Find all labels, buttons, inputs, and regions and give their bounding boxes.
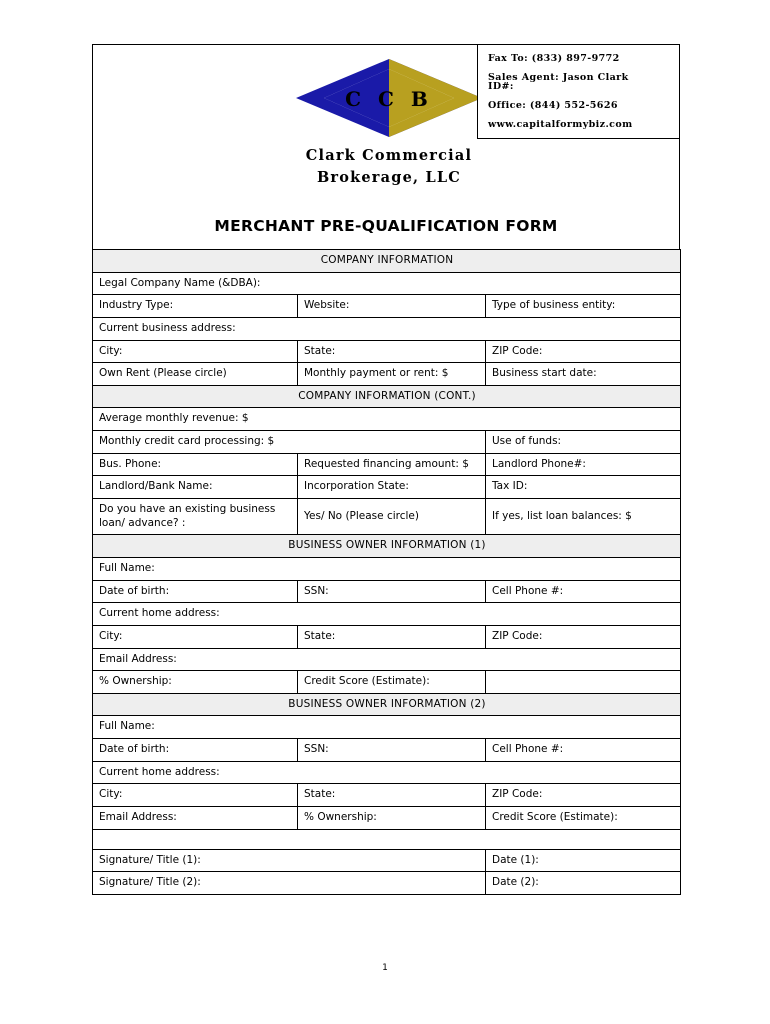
field-monthly-credit-card-processing[interactable]: Monthly credit card processing: $ <box>93 431 486 454</box>
field-use-of-funds[interactable]: Use of funds: <box>486 431 681 454</box>
table-row <box>93 807 681 830</box>
section-header-business-owner-1: BUSINESS OWNER INFORMATION (1) <box>93 535 681 558</box>
field-owner1-percent-ownership[interactable]: % Ownership: <box>93 671 298 694</box>
field-owner1-zip[interactable]: ZIP Code: <box>486 625 681 648</box>
field-owner1-email[interactable]: Email Address: <box>93 648 681 671</box>
company-logo <box>289 57 489 189</box>
field-owner2-full-name[interactable]: Full Name: <box>93 716 681 739</box>
table-row <box>93 453 681 476</box>
table-row <box>93 295 681 318</box>
field-owner2-home-address[interactable]: Current home address: <box>93 761 681 784</box>
table-row <box>93 408 681 431</box>
svg-text:C C B: C C B <box>345 87 433 111</box>
contact-info-box <box>477 45 679 139</box>
table-row <box>93 784 681 807</box>
form-container <box>92 44 680 895</box>
field-date-2[interactable]: Date (2): <box>486 872 681 895</box>
section-row-company-information <box>93 250 681 273</box>
table-row <box>93 363 681 386</box>
prequalification-form-table <box>92 249 681 895</box>
field-owner1-ssn[interactable]: SSN: <box>298 580 486 603</box>
section-header-business-owner-2: BUSINESS OWNER INFORMATION (2) <box>93 693 681 716</box>
field-monthly-payment-or-rent[interactable]: Monthly payment or rent: $ <box>298 363 486 386</box>
spacer-row <box>93 829 681 849</box>
logo-company-name-line1: Clark Commercial <box>305 147 473 164</box>
table-row <box>93 272 681 295</box>
field-business-entity-type[interactable]: Type of business entity: <box>486 295 681 318</box>
table-row <box>93 761 681 784</box>
section-row-business-owner-1 <box>93 535 681 558</box>
field-owner2-credit-score[interactable]: Credit Score (Estimate): <box>486 807 681 830</box>
field-owner1-home-address[interactable]: Current home address: <box>93 603 681 626</box>
field-bus-phone[interactable]: Bus. Phone: <box>93 453 298 476</box>
table-row <box>93 739 681 762</box>
field-existing-loan-question[interactable]: Do you have an existing business loan/ advance? : <box>93 499 298 535</box>
field-owner1-credit-score[interactable]: Credit Score (Estimate): <box>298 671 486 694</box>
field-requested-financing-amount[interactable]: Requested financing amount: $ <box>298 453 486 476</box>
field-owner2-cell-phone[interactable]: Cell Phone #: <box>486 739 681 762</box>
logo-diamond-graphic <box>296 57 482 139</box>
field-own-or-rent[interactable]: Own Rent (Please circle) <box>93 363 298 386</box>
field-landlord-bank-name[interactable]: Landlord/Bank Name: <box>93 476 298 499</box>
field-website[interactable]: Website: <box>298 295 486 318</box>
field-zip-business[interactable]: ZIP Code: <box>486 340 681 363</box>
field-owner2-state[interactable]: State: <box>298 784 486 807</box>
field-incorporation-state[interactable]: Incorporation State: <box>298 476 486 499</box>
field-landlord-phone[interactable]: Landlord Phone#: <box>486 453 681 476</box>
field-owner1-blank[interactable] <box>486 671 681 694</box>
field-loan-balances[interactable]: If yes, list loan balances: $ <box>486 499 681 535</box>
table-row <box>93 476 681 499</box>
table-row <box>93 648 681 671</box>
field-business-start-date[interactable]: Business start date: <box>486 363 681 386</box>
field-owner2-email[interactable]: Email Address: <box>93 807 298 830</box>
table-row <box>93 317 681 340</box>
website-url: www.capitalformybiz.com <box>488 118 633 130</box>
field-owner2-zip[interactable]: ZIP Code: <box>486 784 681 807</box>
field-industry-type[interactable]: Industry Type: <box>93 295 298 318</box>
agent-id: ID#: <box>488 80 514 92</box>
form-header <box>92 44 680 249</box>
field-state-business[interactable]: State: <box>298 340 486 363</box>
section-row-business-owner-2 <box>93 693 681 716</box>
field-owner2-city[interactable]: City: <box>93 784 298 807</box>
sales-agent: Sales Agent: Jason Clark <box>488 71 629 83</box>
field-owner1-full-name[interactable]: Full Name: <box>93 557 681 580</box>
field-tax-id[interactable]: Tax ID: <box>486 476 681 499</box>
signature-row-2 <box>93 872 681 895</box>
table-row <box>93 603 681 626</box>
field-owner2-date-of-birth[interactable]: Date of birth: <box>93 739 298 762</box>
field-owner2-ssn[interactable]: SSN: <box>298 739 486 762</box>
field-owner1-state[interactable]: State: <box>298 625 486 648</box>
field-legal-company-name[interactable]: Legal Company Name (&DBA): <box>93 272 681 295</box>
section-header-company-information: COMPANY INFORMATION <box>93 250 681 273</box>
page-number: 1 <box>382 963 388 973</box>
field-average-monthly-revenue[interactable]: Average monthly revenue: $ <box>93 408 681 431</box>
field-owner2-percent-ownership[interactable]: % Ownership: <box>298 807 486 830</box>
field-signature-title-2[interactable]: Signature/ Title (2): <box>93 872 486 895</box>
office-number: Office: (844) 552-5626 <box>488 99 618 111</box>
fax-number: Fax To: (833) 897-9772 <box>488 53 620 64</box>
table-row <box>93 431 681 454</box>
logo-company-name-line2: Brokerage, LLC <box>316 168 462 186</box>
field-date-1[interactable]: Date (1): <box>486 849 681 872</box>
field-signature-title-1[interactable]: Signature/ Title (1): <box>93 849 486 872</box>
field-existing-loan-answer[interactable]: Yes/ No (Please circle) <box>298 499 486 535</box>
field-owner1-date-of-birth[interactable]: Date of birth: <box>93 580 298 603</box>
table-row <box>93 716 681 739</box>
field-current-business-address[interactable]: Current business address: <box>93 317 681 340</box>
section-header-company-information-cont: COMPANY INFORMATION (CONT.) <box>93 385 681 408</box>
field-owner1-city[interactable]: City: <box>93 625 298 648</box>
table-row <box>93 625 681 648</box>
signature-row-1 <box>93 849 681 872</box>
table-row <box>93 340 681 363</box>
section-row-company-information-cont <box>93 385 681 408</box>
field-owner1-cell-phone[interactable]: Cell Phone #: <box>486 580 681 603</box>
field-city-business[interactable]: City: <box>93 340 298 363</box>
table-row <box>93 557 681 580</box>
table-row <box>93 580 681 603</box>
table-row <box>93 499 681 535</box>
page-title: MERCHANT PRE-QUALIFICATION FORM <box>214 217 558 235</box>
table-row <box>93 671 681 694</box>
